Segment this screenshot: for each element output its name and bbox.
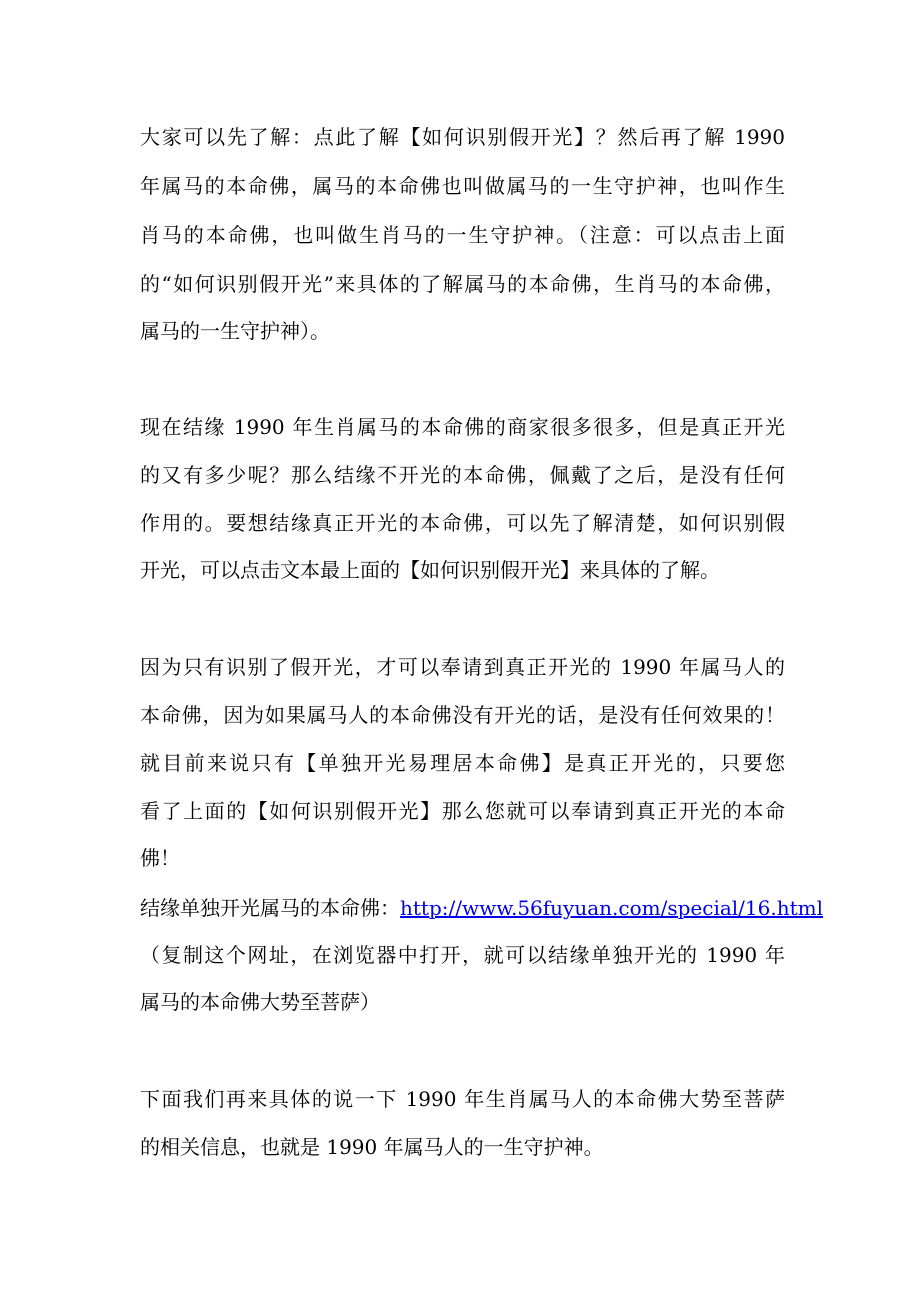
paragraph-2-line-1: 现在结缘 1990 年生肖属马的本命佛的商家很多很多，但是真正开光 xyxy=(140,415,785,439)
paragraph-1-line-1: 大家可以先了解：点此了解【如何识别假开光】？然后再了解 1990 xyxy=(140,125,785,149)
paragraph-1-line-5: 属马的一生守护神）。 xyxy=(140,319,330,343)
paragraph-3-line-2: 本命佛，因为如果属马人的本命佛没有开光的话，是没有任何效果的！ xyxy=(140,703,785,727)
paragraph-2-line-4: 开光，可以点击文本最上面的【如何识别假开光】来具体的了解。 xyxy=(140,558,720,582)
paragraph-4-line-2: 的相关信息，也就是 1990 年属马人的一生守护神。 xyxy=(140,1135,604,1159)
paragraph-1-line-3: 肖马的本命佛，也叫做生肖马的一生守护神。（注意：可以点击上面 xyxy=(140,223,785,247)
paragraph-3-line-1: 因为只有识别了假开光，才可以奉请到真正开光的 1990 年属马人的 xyxy=(140,655,785,679)
paragraph-3-line-4: 看了上面的【如何识别假开光】那么您就可以奉请到真正开光的本命 xyxy=(140,799,785,823)
paragraph-3-note-line-2: 属马的本命佛大势至菩萨） xyxy=(140,990,380,1014)
paragraph-2-line-3: 作用的。要想结缘真正开光的本命佛，可以先了解清楚，如何识别假 xyxy=(140,511,785,535)
link-label: 结缘单独开光属马的本命佛： xyxy=(140,896,400,920)
product-link[interactable]: http://www.56fuyuan.com/special/16.html xyxy=(400,896,823,920)
paragraph-1-line-4: 的“如何识别假开光”来具体的了解属马的本命佛，生肖马的本命佛， xyxy=(140,272,785,296)
paragraph-1-line-2: 年属马的本命佛，属马的本命佛也叫做属马的一生守护神，也叫作生 xyxy=(140,174,785,198)
paragraph-4-line-1: 下面我们再来具体的说一下 1990 年生肖属马人的本命佛大势至菩萨 xyxy=(140,1087,785,1111)
paragraph-2-line-2: 的又有多少呢？那么结缘不开光的本命佛，佩戴了之后，是没有任何 xyxy=(140,463,785,487)
paragraph-3-line-5: 佛！ xyxy=(140,846,180,870)
paragraph-3-line-3: 就目前来说只有【单独开光易理居本命佛】是真正开光的，只要您 xyxy=(140,751,785,775)
paragraph-3-note-line-1: （复制这个网址，在浏览器中打开，就可以结缘单独开光的 1990 年 xyxy=(140,943,785,967)
link-line xyxy=(140,894,823,922)
